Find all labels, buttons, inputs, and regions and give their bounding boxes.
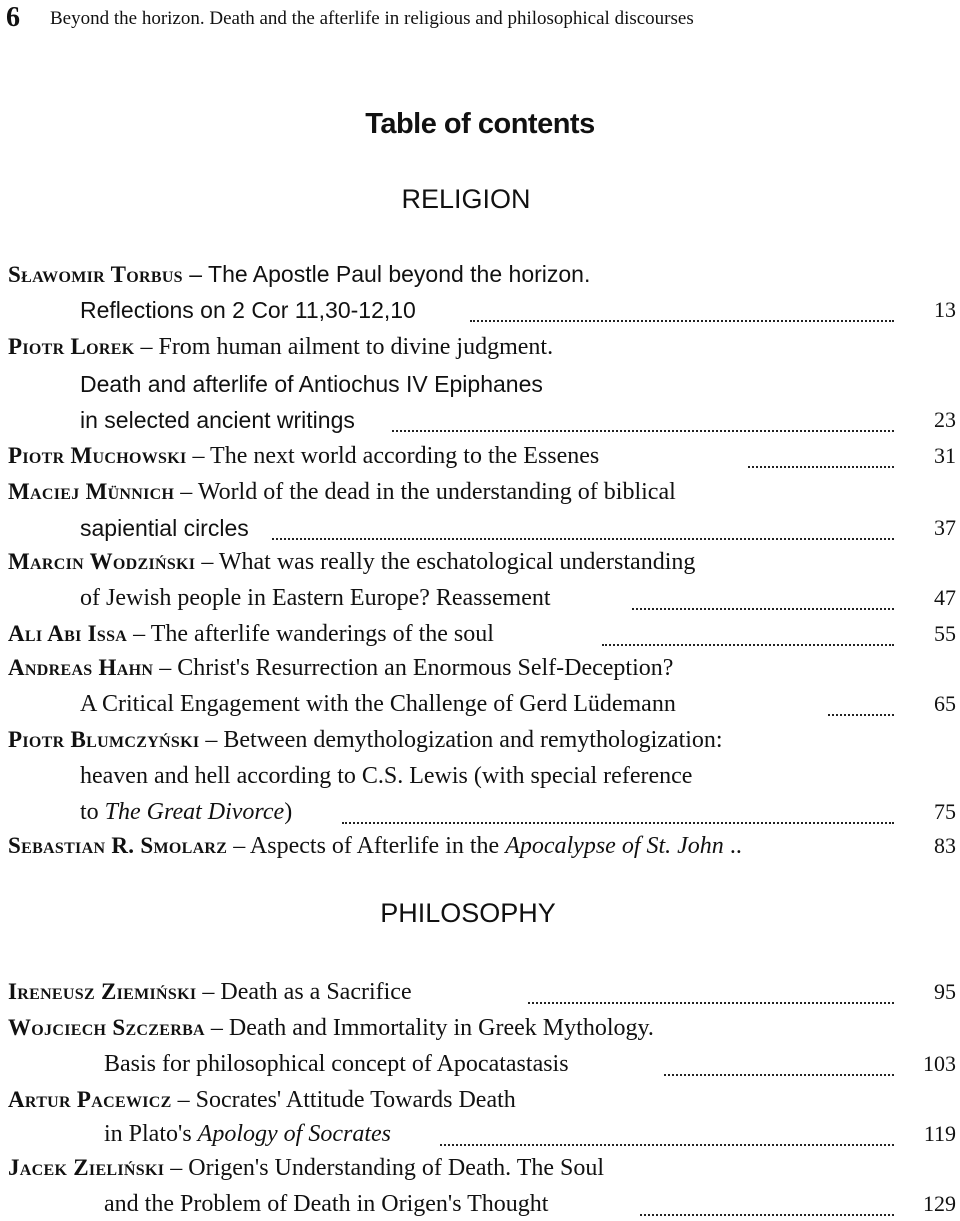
toc-entry-blumczynski[interactable]: [0, 724, 958, 756]
entry-title: – The afterlife wanderings of the soul: [127, 621, 494, 647]
toc-entry-lorek[interactable]: [0, 331, 958, 363]
entry-title-cont: sapiential circles: [80, 515, 249, 541]
entry-title-cont: Basis for philosophical concept of Apocatastasis: [104, 1051, 569, 1077]
toc-entry-zielinski[interactable]: [0, 1152, 958, 1184]
entry-title-cont: and the Problem of Death in Origen's Thought: [104, 1191, 549, 1217]
page-number: 6: [6, 2, 20, 33]
entry-title: – The Apostle Paul beyond the horizon.: [182, 261, 591, 287]
toc-entry-muchowski[interactable]: [0, 440, 958, 472]
entry-title-cont: of Jewish people in Eastern Europe? Reassement: [80, 585, 551, 611]
entry-page: 119: [923, 1121, 956, 1146]
entry-title-cont: Death and afterlife of Antiochus IV Epiphanes: [80, 371, 543, 397]
entry-title-cont: heaven and hell according to C.S. Lewis (with special reference: [80, 763, 693, 789]
toc-entry-wodzinski[interactable]: [0, 546, 958, 578]
running-header: [6, 0, 956, 34]
toc-entry-torbus[interactable]: [0, 258, 958, 290]
toc-entry-hahn-cont[interactable]: [0, 688, 958, 720]
leader-dots: [828, 688, 894, 716]
entry-title: – Christ's Resurrection an Enormous Self-Deception?: [153, 655, 674, 681]
entry-title-cont: ): [284, 799, 293, 825]
entry-title: – What was really the eschatological understanding: [195, 549, 696, 575]
leader-dots: [640, 1188, 894, 1216]
toc-entry-ziemiński[interactable]: [0, 976, 958, 1008]
entry-title: ..: [723, 833, 742, 859]
toc-entry-munnich-cont[interactable]: [0, 512, 958, 544]
leader-dots: [272, 512, 894, 540]
toc-entry-szczerba[interactable]: [0, 1012, 958, 1044]
toc-entry-lorek-cont2[interactable]: [0, 404, 958, 436]
leader-dots: [602, 618, 894, 646]
entry-title-cont: in selected ancient writings: [80, 407, 355, 433]
entry-author: Ireneusz Ziemiński: [8, 979, 197, 1004]
leader-dots: [632, 582, 894, 610]
entry-author: Marcin Wodziński: [8, 549, 196, 574]
entry-author: Artur Pacewicz: [8, 1087, 172, 1112]
entry-author: Jacek Zieliński: [8, 1155, 165, 1180]
toc-entry-torbus-cont[interactable]: [0, 294, 958, 326]
leader-dots: [748, 440, 894, 468]
entry-page: 31: [934, 443, 956, 468]
entry-page: 95: [934, 979, 956, 1004]
entry-page: 75: [934, 799, 956, 824]
running-title: Beyond the horizon. Death and the afterlife in religious and philosophical discourses: [50, 8, 694, 29]
entry-page: 13: [934, 297, 956, 322]
entry-title-cont: Reflections on 2 Cor 11,30-12,10: [80, 297, 416, 323]
entry-author: Piotr Lorek: [8, 334, 135, 359]
entry-author: Andreas Hahn: [8, 655, 154, 680]
entry-page: 47: [934, 585, 956, 610]
leader-dots: [470, 294, 894, 322]
section-heading-philosophy: PHILOSOPHY: [380, 898, 556, 928]
leader-dots: [664, 1048, 894, 1076]
toc-entry-hahn[interactable]: [0, 652, 958, 684]
entry-page: 23: [934, 407, 956, 432]
entry-page: 129: [923, 1191, 956, 1216]
toc-entry-zielinski-cont[interactable]: [0, 1188, 958, 1220]
entry-title-cont: in Plato's: [104, 1121, 198, 1147]
leader-dots: [440, 1118, 894, 1146]
entry-title: – Death and Immortality in Greek Mythology.: [204, 1015, 654, 1041]
entry-title-italic: The Great Divorce: [104, 799, 285, 825]
entry-title: – Aspects of Afterlife in the: [227, 833, 506, 859]
entry-author: Piotr Muchowski: [8, 443, 187, 468]
toc-entry-pacewicz[interactable]: [0, 1084, 958, 1116]
toc-entry-szczerba-cont[interactable]: [0, 1048, 958, 1080]
leader-dots: [342, 796, 894, 824]
section-heading-religion: RELIGION: [401, 184, 531, 214]
entry-title: – Death as a Sacrifice: [196, 979, 412, 1005]
entry-title: – From human ailment to divine judgment.: [134, 334, 554, 360]
entry-title: – World of the dead in the understanding of biblical: [174, 479, 676, 505]
entry-title: – The next world according to the Essenes: [186, 443, 600, 469]
entry-title-italic: Apocalypse of St. John: [505, 833, 724, 859]
entry-title-cont: to: [80, 799, 105, 825]
toc-entry-issa[interactable]: [0, 618, 958, 650]
entry-author: Sebastian R. Smolarz: [8, 833, 228, 858]
leader-dots: [392, 404, 894, 432]
entry-title-italic: Apology of Socrates: [197, 1121, 391, 1147]
entry-page: 65: [934, 691, 956, 716]
entry-author: Maciej Münnich: [8, 479, 175, 504]
toc-entry-pacewicz-cont[interactable]: [0, 1118, 958, 1150]
entry-author: Piotr Blumczyński: [8, 727, 200, 752]
entry-title: – Socrates' Attitude Towards Death: [171, 1087, 516, 1113]
toc-title: Table of contents: [365, 108, 595, 140]
leader-dots: [528, 976, 894, 1004]
entry-page: 55: [934, 621, 956, 646]
toc-entry-smolarz[interactable]: [0, 830, 958, 862]
entry-author: Wojciech Szczerba: [8, 1015, 205, 1040]
entry-title: – Between demythologization and remythologization:: [199, 727, 723, 753]
entry-page: 83: [934, 833, 956, 858]
entry-title-cont: A Critical Engagement with the Challenge of Gerd Lüdemann: [80, 691, 676, 717]
entry-author: Ali Abi Issa: [8, 621, 128, 646]
entry-title: – Origen's Understanding of Death. The Soul: [164, 1155, 605, 1181]
toc-entry-blumczynski-cont1[interactable]: [0, 760, 958, 792]
entry-page: 103: [923, 1051, 956, 1076]
toc-entry-lorek-cont1[interactable]: [0, 368, 958, 400]
toc-entry-wodzinski-cont[interactable]: [0, 582, 958, 614]
entry-page: 37: [934, 515, 956, 540]
toc-entry-blumczynski-cont2[interactable]: [0, 796, 958, 828]
entry-author: Sławomir Torbus: [8, 262, 183, 287]
toc-entry-munnich[interactable]: [0, 476, 958, 508]
